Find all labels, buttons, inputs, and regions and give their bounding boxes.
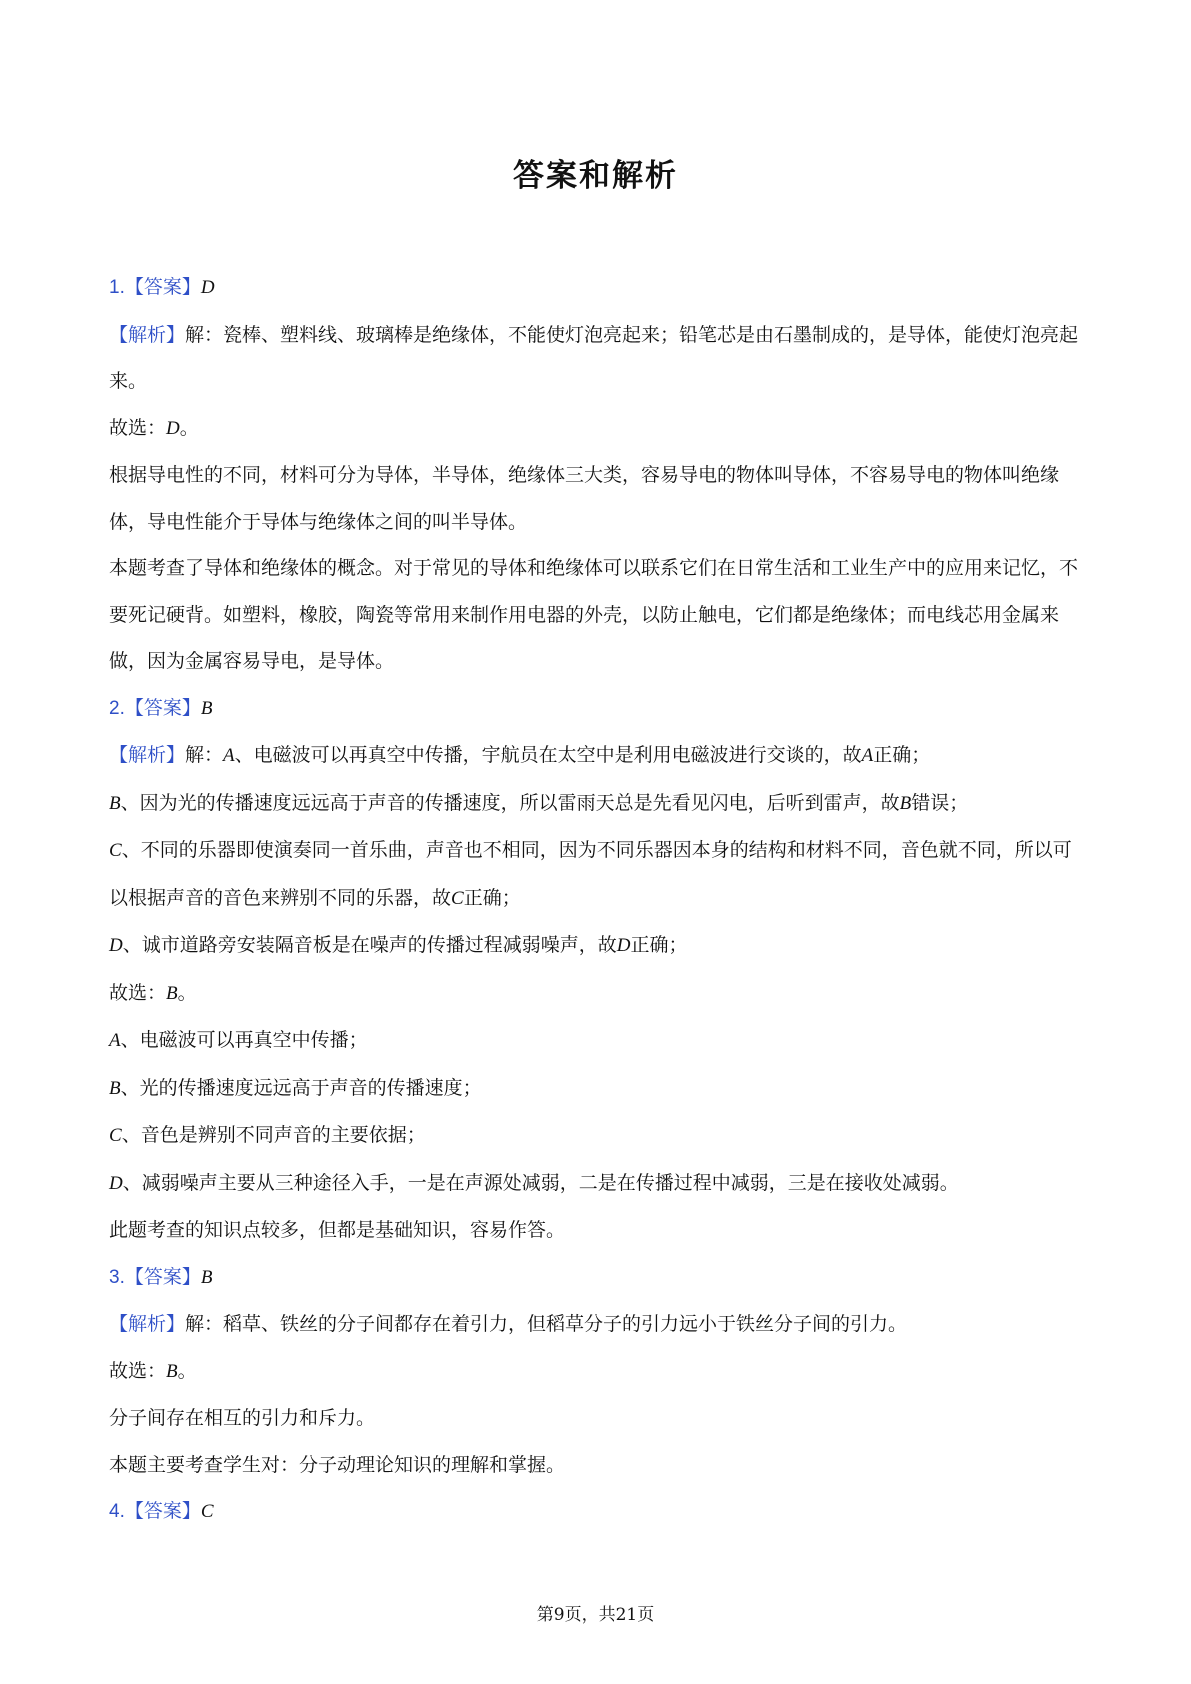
q2-lineD-letter: D <box>109 935 123 956</box>
q2-lineC-text: 、不同的乐器即使演奏同一首乐曲，声音也不相同，因为不同乐器因本身的结构和材料不同，音色就不同，所以可以根据声音的音色来辨别不同的乐器，故 <box>109 839 1072 909</box>
q3-choose <box>109 1348 1087 1396</box>
q2-number: 2. <box>109 697 125 719</box>
q2-choose-prefix: 故选： <box>109 981 167 1004</box>
q2-lineD-end: 正确； <box>630 934 688 956</box>
q2-analysis-c <box>109 827 1087 922</box>
q2-lineA-letter: A <box>223 745 235 766</box>
q3-analysis <box>109 1301 1087 1348</box>
q1-analysis <box>109 312 1087 405</box>
q3-answer-line <box>109 1254 1087 1302</box>
q1-number: 1. <box>109 277 125 298</box>
q2-lineB-letter: B <box>109 792 121 814</box>
q2-choose-value: B <box>166 982 178 1004</box>
q3-choose-suffix: 。 <box>177 1359 197 1382</box>
q2-keyD-text: 、减弱噪声主要从三种途径入手，一是在声源处减弱，二是在传播过程中减弱，三是在接收处减弱。 <box>122 1171 959 1194</box>
q2-lineD-letter2: D <box>616 935 631 956</box>
q2-analysis-a <box>109 732 1087 780</box>
answer-content <box>109 264 1087 1536</box>
q3-analysis-text: 解：稻草、铁丝的分子间都存在着引力，但稻草分子的引力远小于铁丝分子间的引力。 <box>185 1313 908 1335</box>
q2-lineB-text: 、因为光的传播速度远远高于声音的传播速度，所以雷雨天总是先看见闪电，后听到雷声，故 <box>120 791 900 814</box>
q1-analysis-tag: 【解析】 <box>109 323 186 346</box>
q1-choose <box>109 405 1087 453</box>
q2-keyA-letter: A <box>109 1030 121 1051</box>
q2-key-a <box>109 1017 1087 1065</box>
q2-analysis-d <box>109 922 1087 970</box>
q3-answer-value: B <box>200 1266 213 1288</box>
q2-key-c <box>109 1112 1087 1160</box>
q2-key-b <box>109 1065 1087 1113</box>
q3-choose-prefix: 故选： <box>109 1359 167 1382</box>
q2-choose <box>109 970 1087 1018</box>
q2-sol-prefix: 解： <box>185 744 224 766</box>
q2-keyB-letter: B <box>109 1077 121 1099</box>
q1-analysis-text: 解：瓷棒、塑料线、玻璃棒是绝缘体，不能使灯泡亮起来；铅笔芯是由石墨制成的，是导体，能使灯泡亮起来。 <box>109 323 1079 392</box>
q1-point-a: 根据导电性的不同，材料可分为导体，半导体，绝缘体三大类，容易导电的物体叫导体，不容易导电的物体叫绝缘体，导电性能介于导体与绝缘体之间的叫半导体。 <box>109 464 1060 533</box>
q4-answer-tag: 【答案】 <box>124 1500 201 1522</box>
page-footer: 第9页，共21页 <box>536 1605 655 1625</box>
page-title: 答案和解析 <box>513 158 678 194</box>
q4-answer-line <box>109 1488 1087 1536</box>
q1-choose-value: D <box>166 417 180 439</box>
q2-analysis-b <box>109 780 1087 828</box>
q2-keyD-letter: D <box>109 1172 123 1194</box>
q1-choose-prefix: 故选： <box>109 416 167 439</box>
q2-answer-line <box>109 685 1087 733</box>
q2-choose-suffix: 。 <box>177 981 197 1004</box>
q3-point-a: 分子间存在相互的引力和斥力。 <box>109 1407 376 1429</box>
q2-keyC-letter: C <box>109 1125 122 1146</box>
q1-answer-value: D <box>200 277 215 298</box>
q2-keyA-text: 、电磁波可以再真空中传播； <box>120 1029 368 1051</box>
q4-answer-value: C <box>200 1501 214 1522</box>
q2-summary: 此题考查的知识点较多，但都是基础知识，容易作答。 <box>109 1219 566 1241</box>
q2-lineA-letter2: A <box>861 745 874 766</box>
q2-answer-value: B <box>200 697 213 719</box>
q2-keyC-text: 、音色是辨别不同声音的主要依据； <box>121 1124 426 1146</box>
q1-point-b: 本题考查了导体和绝缘体的概念。对于常见的导体和绝缘体可以联系它们在日常生活和工业生产中的应用来记忆，不要死记硬背。如塑料，橡胶，陶瓷等常用来制作用电器的外壳，以防止触电，它们都是绝缘体；而电线芯用金属来做，因为金属容易导电，是导体。 <box>109 557 1079 672</box>
q1-choose-suffix: 。 <box>179 416 199 439</box>
q2-lineC-letter: C <box>109 840 122 861</box>
q2-analysis-tag: 【解析】 <box>109 744 186 766</box>
q3-analysis-tag: 【解析】 <box>109 1313 186 1335</box>
q3-choose-value: B <box>166 1360 178 1382</box>
q2-lineD-text: 、诚市道路旁安装隔音板是在噪声的传播过程减弱噪声，故 <box>122 934 617 956</box>
q2-lineB-end: 错误； <box>911 791 969 814</box>
q3-number: 3. <box>109 1266 125 1288</box>
q1-answer-tag: 【答案】 <box>124 276 201 298</box>
q2-lineC-end: 正确； <box>463 886 521 909</box>
q2-lineC-letter2: C <box>451 887 464 909</box>
q3-point-b: 本题主要考查学生对：分子动理论知识的理解和掌握。 <box>109 1453 566 1476</box>
q2-answer-tag: 【答案】 <box>124 696 201 719</box>
q2-key-d <box>109 1160 1087 1208</box>
q3-answer-tag: 【答案】 <box>124 1265 201 1288</box>
q2-lineA-text: 、电磁波可以再真空中传播，宇航员在太空中是利用电磁波进行交谈的，故 <box>234 744 862 766</box>
q1-answer-line <box>109 264 1087 312</box>
q2-lineB-letter2: B <box>899 792 912 814</box>
q2-keyB-text: 、光的传播速度远远高于声音的传播速度； <box>120 1076 482 1099</box>
q4-number: 4. <box>109 1501 125 1522</box>
q2-lineA-end: 正确； <box>873 744 931 766</box>
